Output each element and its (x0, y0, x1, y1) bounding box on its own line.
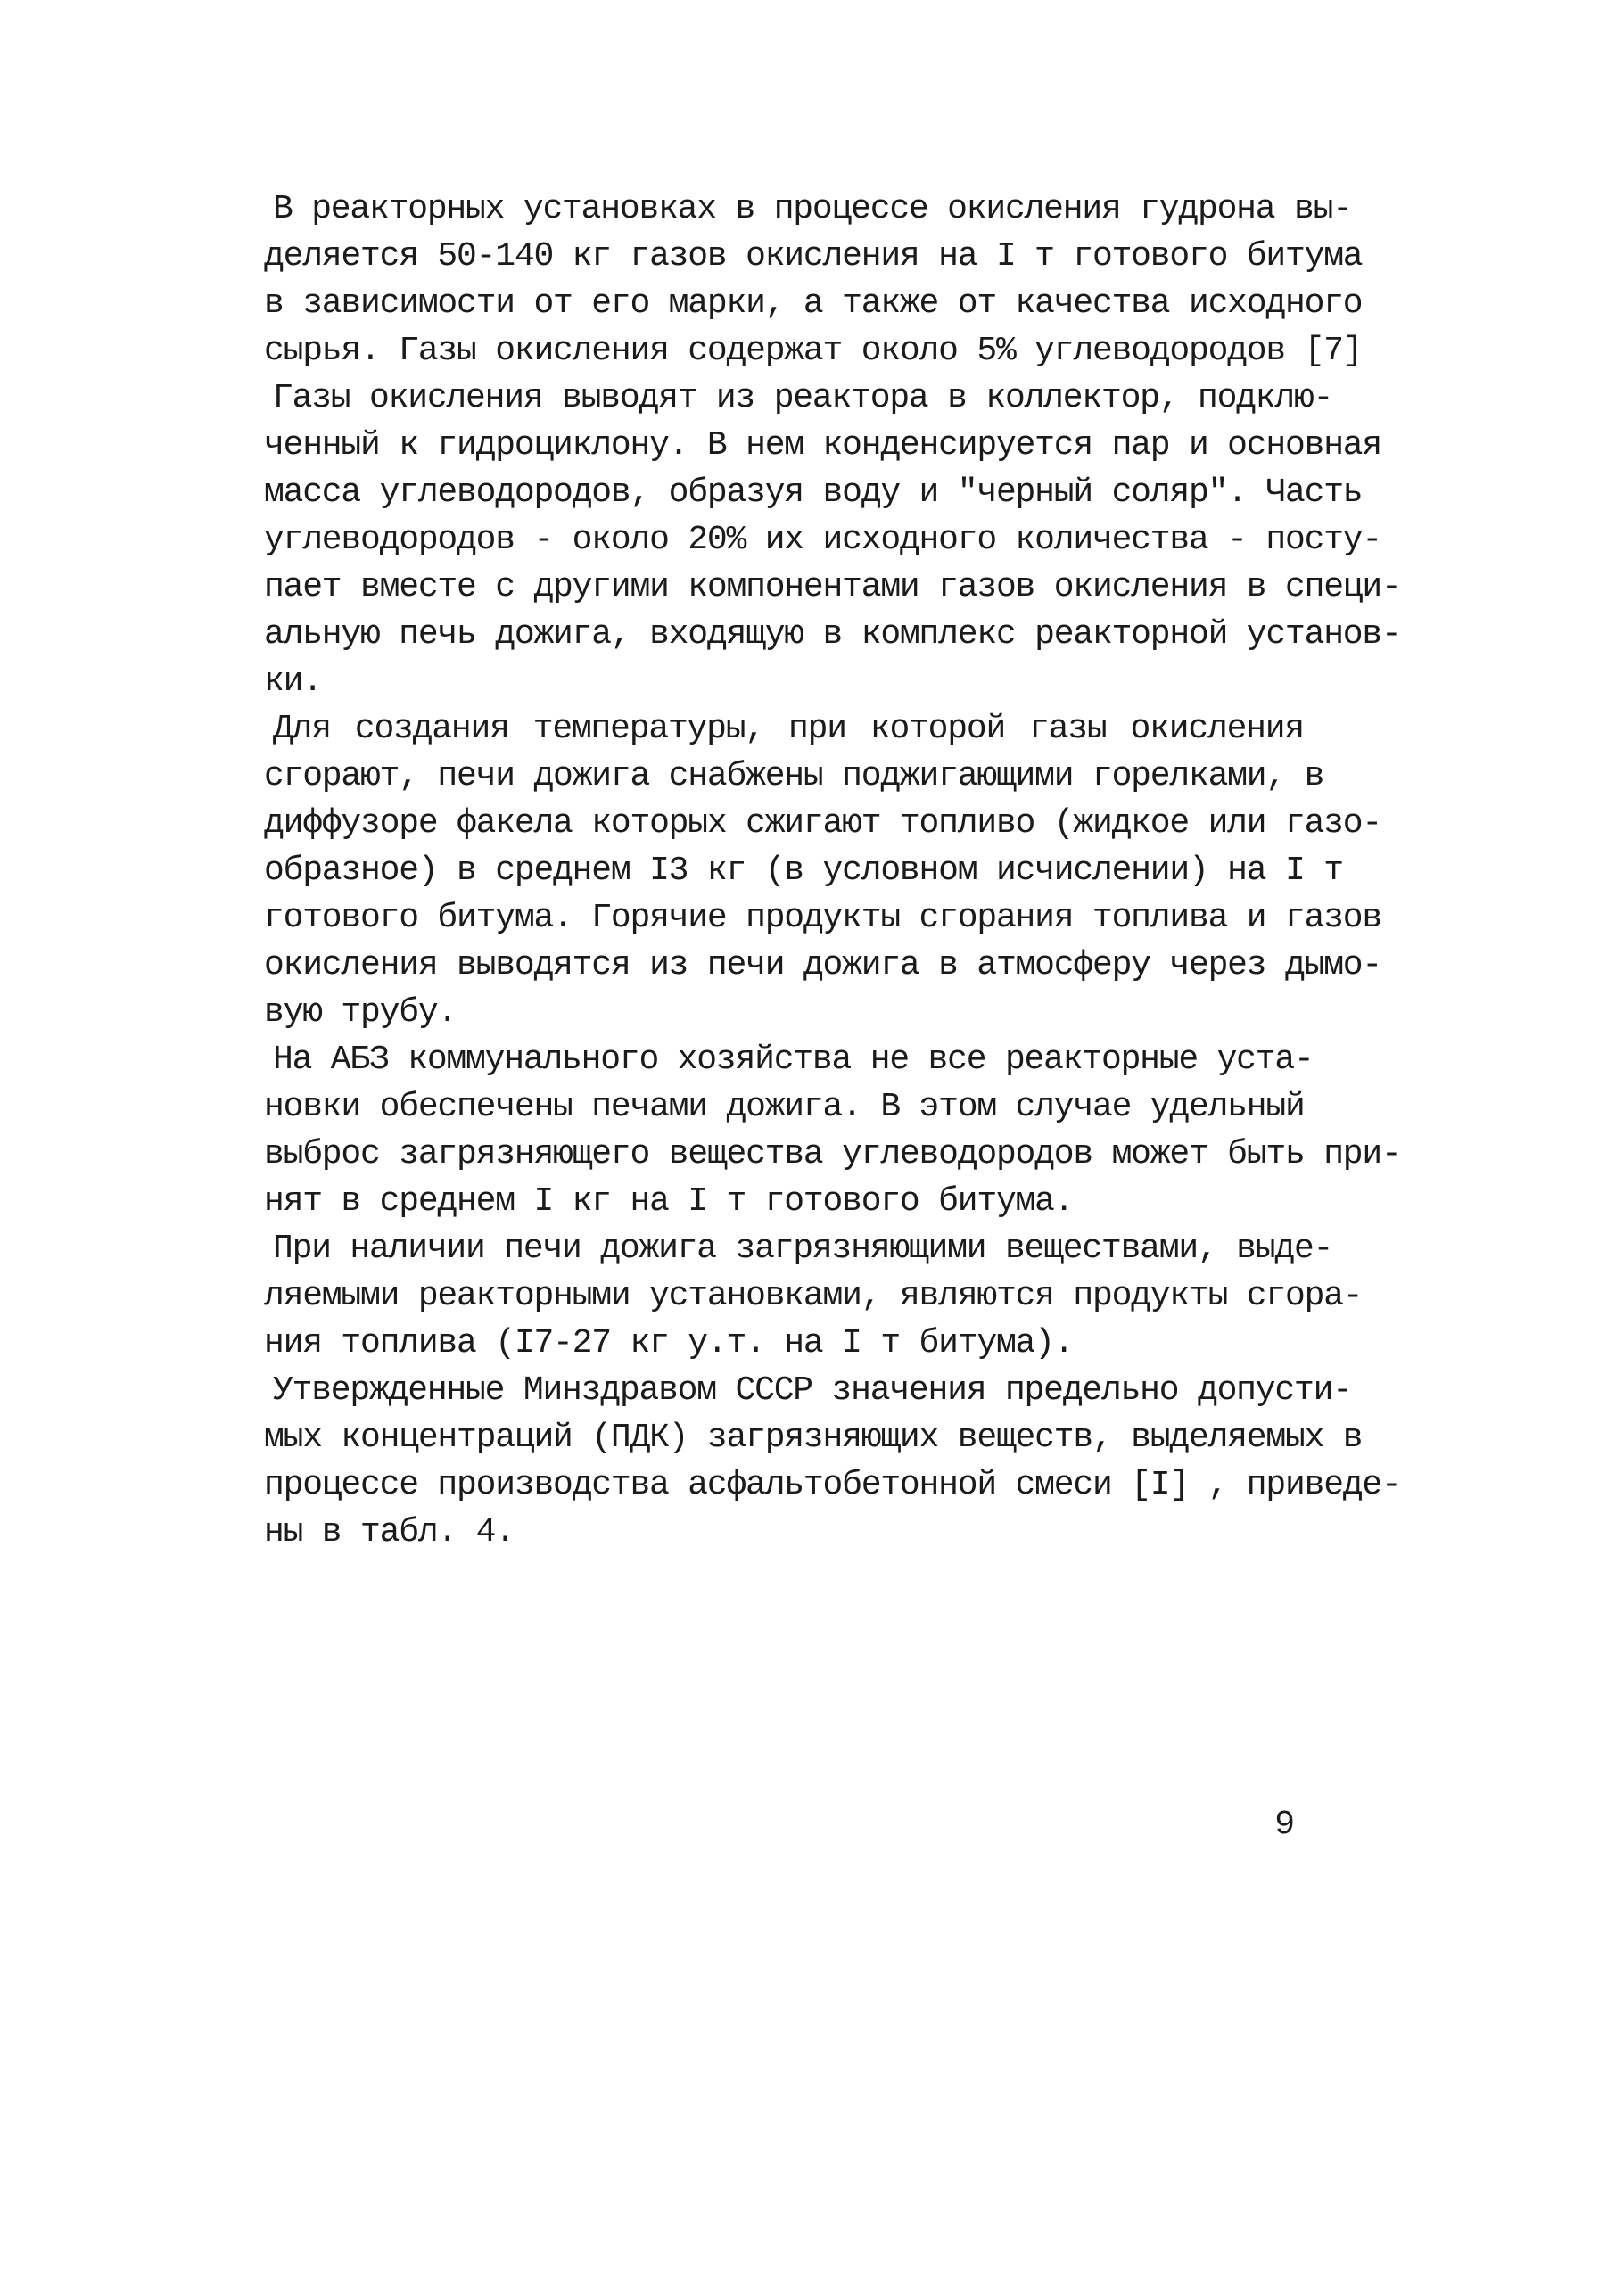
paragraph-line: пает вместе с другими компонентами газов окисления в специ- (264, 568, 1401, 606)
paragraph-line: нят в среднем I кг на I т готового битума. (264, 1182, 1074, 1221)
paragraph-line: в зависимости от его марки, а также от качества исходного (264, 284, 1363, 323)
paragraph-line: масса углеводородов, образуя воду и "черный соляр". Часть (264, 473, 1363, 512)
body-text (264, 185, 1401, 1556)
paragraph-line: сырья. Газы окисления содержат около 5% углеводородов [7] (264, 332, 1363, 370)
paragraph-line: Утвержденные Минздравом СССР значения предельно допусти- (273, 1371, 1352, 1410)
paragraph-line: ны в табл. 4. (264, 1513, 515, 1551)
paragraph-line: окисления выводятся из печи дожига в атмосферу через дымо- (264, 946, 1382, 984)
paragraph-line: деляется 50-140 кг газов окисления на I т готового битума (264, 237, 1363, 276)
paragraph-line: образное) в среднем I3 кг (в условном исчислении) на I т (264, 852, 1343, 890)
paragraph-line: Для создания температуры, при которой газы окисления (273, 710, 1304, 748)
paragraph-line: новки обеспечены печами дожига. В этом случае удельный (264, 1088, 1305, 1126)
paragraph-line: диффузоре факела которых сжигают топливо (жидкое или газо- (264, 804, 1382, 843)
paragraph-line: На АБЗ коммунального хозяйства не все реакторные уста- (273, 1041, 1314, 1079)
paragraph-line: вую трубу. (264, 993, 457, 1032)
paragraph-line: В реакторных установках в процессе окисления гудрона вы- (273, 190, 1352, 228)
paragraph-line: сгорают, печи дожига снабжены поджигающими горелками, в (264, 757, 1324, 795)
paragraph-line: При наличии печи дожига загрязняющими веществами, выде- (273, 1230, 1333, 1268)
paragraph-line: процессе производства асфальтобетонной смеси [I] , приведе- (264, 1466, 1401, 1504)
page-number: 9 (1274, 1806, 1295, 1844)
paragraph-line: ки. (264, 662, 322, 701)
paragraph-line: альную печь дожига, входящую в комплекс реакторной установ- (264, 615, 1401, 654)
paragraph-line: ния топлива (I7-27 кг у.т. на I т битума). (264, 1324, 1074, 1362)
paragraph-line: ляемыми реакторными установками, являются продукты сгора- (264, 1277, 1363, 1315)
paragraph-line: готового битума. Горячие продукты сгорания топлива и газов (264, 899, 1382, 937)
paragraph-line: углеводородов - около 20% их исходного количества - посту- (264, 521, 1382, 559)
paragraph-line: выброс загрязняющего вещества углеводородов может быть при- (264, 1135, 1401, 1173)
paragraph-line: Газы окисления выводят из реактора в коллектор, подклю- (273, 379, 1333, 417)
paragraph-line: мых концентраций (ПДК) загрязняющих веществ, выделяемых в (264, 1419, 1363, 1457)
paragraph-line: ченный к гидроциклону. В нем конденсируется пар и основная (264, 426, 1382, 465)
